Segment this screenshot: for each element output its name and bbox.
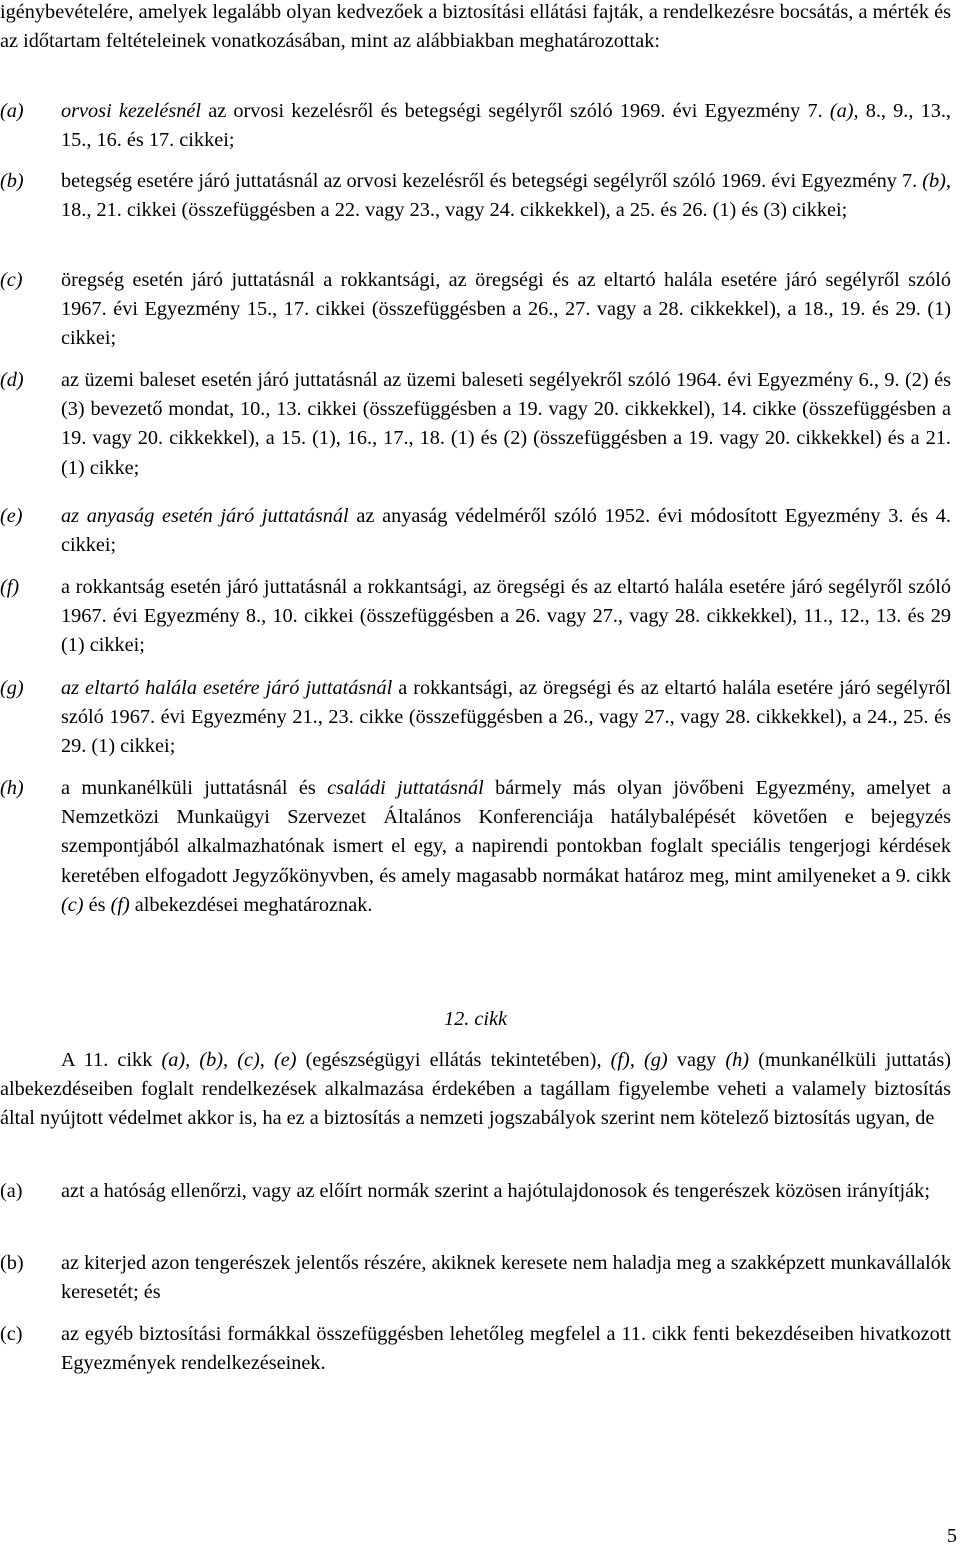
- list-item-text: [61, 674, 951, 762]
- text-run: az orvosi kezelésről és betegségi segélyről szóló 1969. évi Egyezmény 7.: [201, 100, 830, 122]
- text-run: öregség esetén járó juttatásnál a rokkantsági, az öregségi és az eltartó halála esetére járó segélyről szóló 1967. évi Egyezmény 15., 17. cikkei (összefüggésben a 26., 27. vagy a 28. cikkekkel), a 18., 19. és 29. (1) cikkei;: [61, 269, 951, 350]
- list-marker: (e): [0, 505, 23, 527]
- italic-text-run: (b),: [922, 170, 951, 192]
- list-item-text: [61, 573, 951, 661]
- text-run: 18., 21. cikkei (összefüggésben a 22. vagy 23., vagy 24. cikkekkel), a 25. és 26. (1) és (3) cikkei;: [61, 199, 848, 222]
- list-marker: (c): [0, 1323, 23, 1345]
- text-run: a rokkantság esetén járó juttatásnál a rokkantsági, az öregségi és az eltartó halála esetére járó segélyről szóló 1967. évi Egyezmény 8., 10. cikkei (összefüggésben a 26. vagy 27., vagy 28. cikkekkel), 11., 12., 13. és 29 (1) cikkei;: [61, 576, 951, 657]
- list-marker: (a): [0, 100, 24, 122]
- text-run: (munkanélküli juttatás) albekezdéseiben foglalt rendelkezések alkalmazása érdekében a tagállam figyelembe veheti a valamely biztosítás által nyújtott védelmet akkor is, ha ez a biztosítás a nemzeti jogszabályok szerint nem kötelező biztosítás ugyan, de: [0, 1049, 951, 1130]
- italic-text-run: (f), (g): [610, 1049, 668, 1071]
- list-item-text: [61, 366, 951, 483]
- text-run: az anyaság védelméről szóló 1952. évi módosított Egyezmény 3. és 4. cikkei;: [61, 505, 951, 557]
- italic-text-run: (f): [110, 893, 130, 916]
- italic-text-run: (c): [61, 893, 84, 916]
- list-item-text: az egyéb biztosítási formákkal összefüggésben lehetőleg megfelel a 11. cikk fenti bekezdéseiben hivatkozott Egyezmények rendelkezéseinek.: [61, 1323, 951, 1375]
- list-marker: (b): [0, 1252, 24, 1274]
- list-item-text: [61, 774, 951, 920]
- list-marker: (b): [0, 170, 24, 192]
- page-number: 5: [946, 1525, 957, 1547]
- list-marker: (c): [0, 269, 23, 291]
- list-marker: (a): [0, 1180, 23, 1202]
- list-marker: (h): [0, 777, 24, 799]
- text-run: a munkanélküli juttatásnál és: [61, 777, 328, 799]
- article-heading-text: 12. cikk: [443, 1008, 508, 1030]
- italic-text-run: az eltartó halála esetére járó juttatásnál: [61, 677, 393, 699]
- text-run: albekezdései meghatároznak.: [129, 893, 373, 916]
- text-run: (egészségügyi ellátás tekintetében),: [296, 1049, 611, 1071]
- list-item-text: [61, 502, 951, 560]
- list-marker: (d): [0, 369, 24, 391]
- italic-text-run: (a),: [829, 100, 859, 122]
- text-run: és: [83, 893, 111, 916]
- intro-paragraph: igénybevételére, amelyek legalább olyan kedvezőek a biztosítási ellátási fajták, a rendelkezésre bocsátás, a mérték és az időtartam feltételeinek vonatkozásában, mint az alábbiakban meghatározottak:: [0, 1, 951, 53]
- list-item-text: [61, 167, 951, 225]
- list-item-text: [61, 97, 951, 155]
- article-paragraph: [0, 1046, 951, 1134]
- italic-text-run: (a), (b), (c), (e): [161, 1049, 297, 1071]
- text-run: 8., 9., 13., 15., 16. és 17. cikkei;: [61, 100, 951, 152]
- article-paragraph-text: [0, 1049, 951, 1129]
- text-run: az üzemi baleset esetén járó juttatásnál az üzemi baleseti segélyekről szóló 1964. évi Egyezmény 6., 9. (2) és (3) bevezető mondat, 10., 13. cikkei (összefüggésben a 19. vagy 20. cikkekkel), 14. cikke (összefüggésben a 19. vagy 20. cikkekkel), a 15. (1), 16., 17., 18. (1) és (2) (összefüggésben a 19. vagy 20. cikkekkel) és a 21. (1) cikke;: [61, 369, 951, 479]
- text-run: bármely más olyan jövőbeni Egyezmény, amelyet a Nemzetközi Munkaügyi Szervezet Általános Konferenciája hatálybalépését követően e bejegyzés szempontjából alkalmazhatónak ismert el egy, a napirendi pontokban foglalt speciális tengerjogi kérdések keretében elfogadott Jegyzőkönyvben, és amely magasabb normákat határoz meg, mint amilyeneket a 9. cikk: [61, 777, 951, 887]
- text-run: a rokkantsági, az öregségi és az eltartó halála esetére járó segélyről szóló 1967. évi Egyezmény 21., 23. cikke (összefüggésben a 26., vagy 27., vagy 28. cikkekkel), a 24., 25. és 29. (1) cikkei;: [61, 677, 951, 758]
- list-marker: (g): [0, 677, 24, 699]
- text-run: A 11. cikk: [61, 1049, 162, 1071]
- text-run: vagy: [667, 1049, 726, 1071]
- article-heading: [0, 1005, 951, 1034]
- italic-text-run: családi juttatásnál: [327, 777, 484, 799]
- italic-text-run: az anyaság esetén járó juttatásnál: [61, 505, 349, 527]
- list-marker: (f): [0, 576, 20, 598]
- list-item-text: [61, 266, 951, 354]
- list-item-text: az kiterjed azon tengerészek jelentős részére, akiknek keresete nem haladja meg a szakképzett munkavállalók keresetét; és: [61, 1252, 951, 1304]
- text-run: betegség esetére járó juttatásnál az orvosi kezelésről és betegségi segélyről szóló 1969. évi Egyezmény 7.: [61, 170, 923, 192]
- list-item-text: azt a hatóság ellenőrzi, vagy az előírt normák szerint a hajótulajdonosok és tengerészek közösen irányítják;: [61, 1180, 930, 1202]
- italic-text-run: orvosi kezelésnél: [61, 100, 202, 122]
- italic-text-run: (h): [725, 1049, 750, 1071]
